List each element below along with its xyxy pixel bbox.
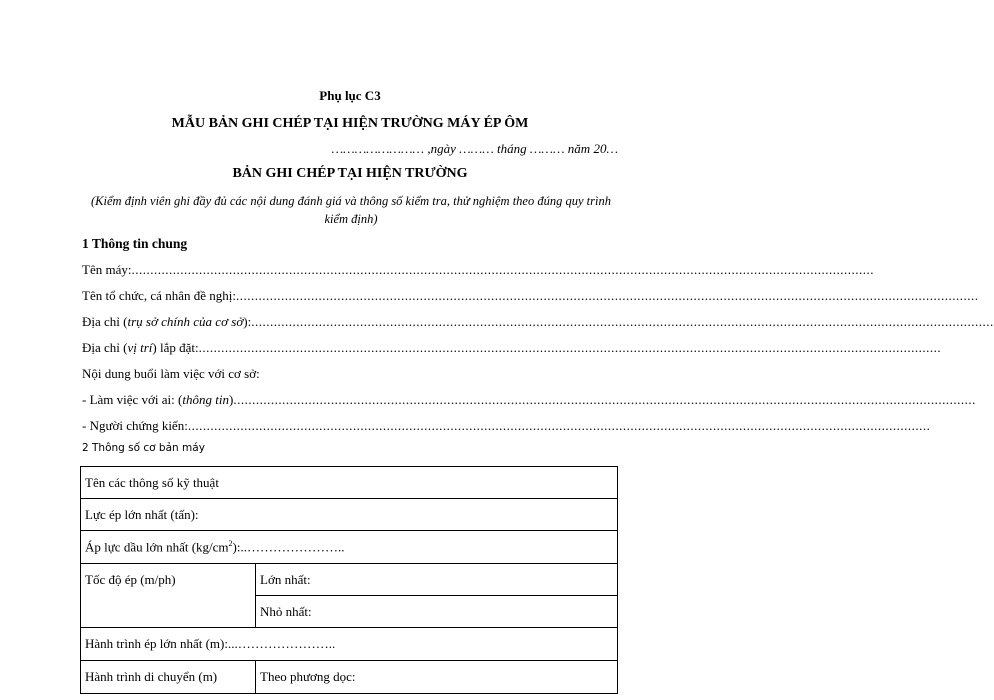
table-row <box>81 628 618 661</box>
instruction-note: (Kiểm định viên ghi đầy đủ các nội dung đánh giá và thông số kiểm tra, thử nghiệm theo đúng quy trình kiểm định) <box>91 194 611 226</box>
field-machine-name[interactable] <box>82 262 874 282</box>
cell-speed-min[interactable]: Nhỏ nhất: <box>256 596 618 628</box>
cell-travel-longitudinal[interactable]: Theo phương dọc: <box>256 661 618 694</box>
field-label: - Làm việc với ai: (thông tin) <box>82 392 234 407</box>
field-worked-with[interactable] <box>82 392 976 412</box>
cell-max-stroke[interactable]: Hành trình ép lớn nhất (m):...………………….. <box>81 628 618 661</box>
field-label: Địa chỉ (vị trí) lắp đặt: <box>82 340 199 355</box>
field-label: Tên tổ chức, cá nhân đề nghị: <box>82 288 236 303</box>
appendix-label: Phụ lục C3 <box>319 88 381 103</box>
cell-speed-label: Tốc độ ép (m/ph) <box>81 564 256 628</box>
fill-dots: ...................................................................................................................................................................................................... <box>233 392 976 407</box>
cell-max-force[interactable]: Lực ép lớn nhất (tấn): <box>81 499 618 531</box>
fill-dots: ...................................................................................................................................................................................................... <box>131 262 874 277</box>
cell-travel-label: Hành trình di chuyển (m) <box>81 661 256 694</box>
meeting-content-label: Nội dung buổi làm việc với cơ sở: <box>82 366 260 381</box>
section-2-heading: 2 Thông số cơ bản máy <box>82 442 205 454</box>
field-label: Địa chỉ (trụ sở chính của cơ sở): <box>82 314 252 329</box>
field-label: - Người chứng kiến: <box>82 418 188 433</box>
date-line: …………………… ,ngày ……… tháng ……… năm 20… <box>331 141 618 156</box>
table-row <box>81 499 618 531</box>
specs-table <box>80 466 618 694</box>
fill-dots: ...................................................................................................................................................................................................... <box>187 418 931 433</box>
field-witness[interactable] <box>82 418 931 438</box>
fill-dots: ...................................................................................................................................................................................................... <box>235 288 979 303</box>
field-installation-address[interactable] <box>82 340 942 360</box>
section-1-heading: 1 Thông tin chung <box>82 236 188 251</box>
table-row <box>81 531 618 564</box>
specs-header-cell: Tên các thông số kỹ thuật <box>81 467 618 499</box>
field-label: Tên máy: <box>82 262 132 277</box>
field-head-office-address[interactable] <box>82 314 994 334</box>
table-row <box>81 661 618 694</box>
field-requester[interactable] <box>82 288 979 308</box>
cell-oil-pressure[interactable]: Áp lực dầu lớn nhất $(kg/cm^2):..\dots\dots\dots\dots\dots\dots\dots$.. <box>81 531 618 564</box>
fill-dots: ...................................................................................................................................................................................................... <box>251 314 994 329</box>
cell-speed-max[interactable]: Lớn nhất: <box>256 564 618 596</box>
table-row <box>81 467 618 499</box>
table-row <box>81 564 618 596</box>
fill-dots: ...................................................................................................................................................................................................... <box>198 340 942 355</box>
form-title: MẪU BẢN GHI CHÉP TẠI HIỆN TRƯỜNG MÁY ÉP ÔM <box>171 116 529 131</box>
record-title: BẢN GHI CHÉP TẠI HIỆN TRƯỜNG <box>232 166 468 181</box>
